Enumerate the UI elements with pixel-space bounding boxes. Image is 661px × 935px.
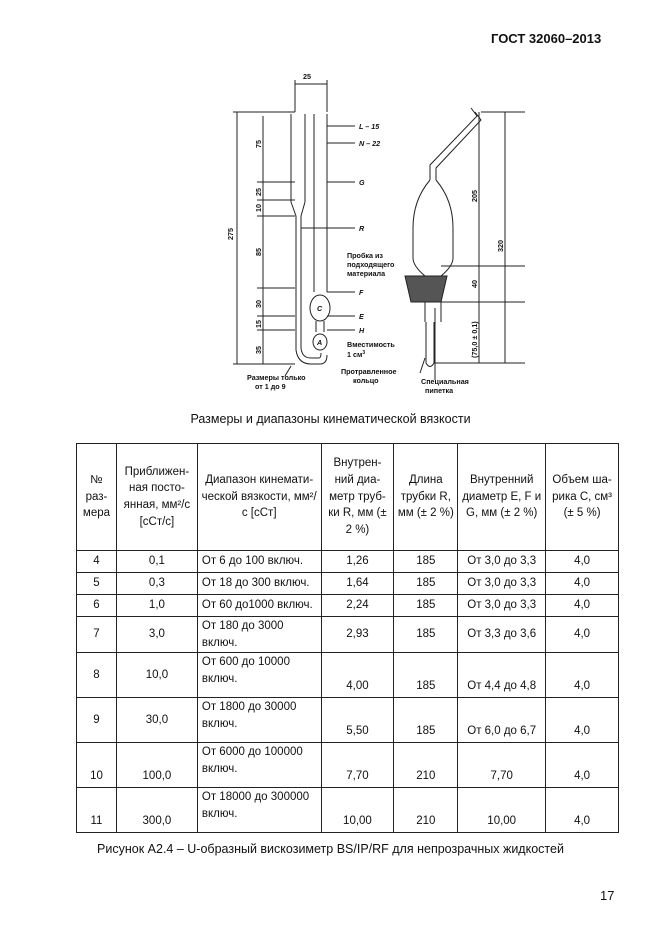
dim-15: 15 xyxy=(254,320,263,328)
note-stopper-2: подходящего xyxy=(347,260,395,269)
page-number: 17 xyxy=(600,888,615,903)
mark-C: C xyxy=(317,304,323,313)
mark-H: H xyxy=(359,326,365,335)
dim-width-top: 25 xyxy=(303,72,311,81)
cell-d-efg: От 3,0 до 3,3 xyxy=(458,595,546,617)
cell-constant: 30,0 xyxy=(116,698,197,743)
header-constant: Приближен-ная посто-янная, мм²/с [сСт/с] xyxy=(116,444,197,551)
figure-caption: Рисунок А2.4 – U-образный вискозиметр BS/IP/RF для непрозрачных жидкостей xyxy=(97,842,564,856)
mark-N: N – 22 xyxy=(359,139,381,148)
cell-no: 9 xyxy=(77,698,117,743)
dim-85: 85 xyxy=(254,248,263,256)
cell-d-r: 7,70 xyxy=(321,743,394,788)
header-range: Диапазон кинемати-ческой вязкости, мм²/с [сСт] xyxy=(197,444,321,551)
note-sizes-1: Размеры только xyxy=(247,373,306,382)
header-bulb-volume: Объем ша-рика C, см³ (± 5 %) xyxy=(546,444,619,551)
cell-volume: 4,0 xyxy=(546,617,619,653)
cell-range: От 6000 до 100000 включ. xyxy=(197,743,321,788)
table-title: Размеры и диапазоны кинематической вязкости xyxy=(190,412,471,426)
dim-320: 320 xyxy=(496,240,505,252)
header-tube-length: Длина трубки R, мм (± 2 %) xyxy=(394,444,458,551)
cell-length: 210 xyxy=(394,788,458,833)
dim-25: 25 xyxy=(254,188,263,196)
cell-constant: 10,0 xyxy=(116,653,197,698)
cell-d-r: 2,93 xyxy=(321,617,394,653)
cell-d-efg: От 6,0 до 6,7 xyxy=(458,698,546,743)
cell-length: 185 xyxy=(394,573,458,595)
cell-constant: 0,3 xyxy=(116,573,197,595)
mark-A: A xyxy=(317,338,323,347)
dim-40: 40 xyxy=(470,280,479,288)
mark-R: R xyxy=(359,224,365,233)
header-inner-diameter-efg: Внутренний диаметр E, F и G, мм (± 2 %) xyxy=(458,444,546,551)
table-row xyxy=(77,698,619,743)
cell-d-efg: От 3,3 до 3,6 xyxy=(458,617,546,653)
viscometer-drawing xyxy=(225,68,525,398)
cell-no: 7 xyxy=(77,617,117,653)
cell-range: От 18 до 300 включ. xyxy=(197,573,321,595)
header-inner-diameter-r: Внутрен-ний диа-метр труб-ки R, мм (± 2 %) xyxy=(321,444,394,551)
cell-volume: 4,0 xyxy=(546,698,619,743)
cell-volume: 4,0 xyxy=(546,595,619,617)
cell-constant: 1,0 xyxy=(116,595,197,617)
document-code: ГОСТ 32060–2013 xyxy=(491,31,602,46)
cell-constant: 3,0 xyxy=(116,617,197,653)
header-size-no: № раз-мера xyxy=(77,444,117,551)
cell-range: От 18000 до 300000 включ. xyxy=(197,788,321,833)
cell-d-efg: 7,70 xyxy=(458,743,546,788)
cell-no: 6 xyxy=(77,595,117,617)
cell-d-r: 10,00 xyxy=(321,788,394,833)
note-stopper-3: материала xyxy=(347,269,386,278)
dim-75: 75 xyxy=(254,140,263,148)
cell-range: От 600 до 10000 включ. xyxy=(197,653,321,698)
note-capacity-1: Вместимость xyxy=(347,340,395,349)
dim-205: 205 xyxy=(470,190,479,202)
cell-length: 210 xyxy=(394,743,458,788)
table-row xyxy=(77,617,619,653)
note-ring-1: Протравленное xyxy=(341,367,397,376)
cell-d-efg: От 3,0 до 3,3 xyxy=(458,573,546,595)
note-ring-2: кольцо xyxy=(353,376,379,385)
cell-constant: 100,0 xyxy=(116,743,197,788)
mark-F: F xyxy=(359,288,364,297)
cell-constant: 300,0 xyxy=(116,788,197,833)
note-pipette-1: Специальная xyxy=(421,377,469,386)
dim-total-height: 275 xyxy=(226,228,235,240)
viscometer-svg xyxy=(225,68,525,398)
cell-d-r: 1,64 xyxy=(321,573,394,595)
cell-length: 185 xyxy=(394,595,458,617)
cell-no: 4 xyxy=(77,551,117,573)
mark-G: G xyxy=(359,178,365,187)
cell-range: От 60 до1000 включ. xyxy=(197,595,321,617)
cell-d-r: 4,00 xyxy=(321,653,394,698)
cell-no: 10 xyxy=(77,743,117,788)
cell-volume: 4,0 xyxy=(546,551,619,573)
cell-no: 5 xyxy=(77,573,117,595)
table-row xyxy=(77,788,619,833)
mark-E: E xyxy=(359,312,364,321)
table-row xyxy=(77,551,619,573)
cell-d-efg: 10,00 xyxy=(458,788,546,833)
cell-range: От 180 до 3000 включ. xyxy=(197,617,321,653)
mark-L: L – 15 xyxy=(359,122,380,131)
viscometer-table xyxy=(76,443,619,833)
cell-no: 11 xyxy=(77,788,117,833)
cell-d-r: 5,50 xyxy=(321,698,394,743)
dim-30: 30 xyxy=(254,300,263,308)
table-row xyxy=(77,653,619,698)
cell-length: 185 xyxy=(394,617,458,653)
dim-10: 10 xyxy=(254,204,263,212)
table-row xyxy=(77,743,619,788)
table-row xyxy=(77,573,619,595)
cell-length: 185 xyxy=(394,653,458,698)
note-sizes-2: от 1 до 9 xyxy=(255,382,286,391)
cell-constant: 0,1 xyxy=(116,551,197,573)
cell-no: 8 xyxy=(77,653,117,698)
dim-75-tolerance: (75,0 ± 0,1) xyxy=(470,321,479,358)
note-stopper-1: Пробка из xyxy=(347,251,383,260)
note-capacity-2: 1 $см^3$ xyxy=(347,350,366,359)
table-row xyxy=(77,595,619,617)
cell-d-r: 1,26 xyxy=(321,551,394,573)
note-pipette-2: пипетка xyxy=(425,386,454,395)
stopper-shape xyxy=(405,276,447,302)
cell-volume: 4,0 xyxy=(546,573,619,595)
table-header-row xyxy=(77,444,619,551)
cell-volume: 4,0 xyxy=(546,653,619,698)
dim-35: 35 xyxy=(254,346,263,354)
cell-range: От 1800 до 30000 включ. xyxy=(197,698,321,743)
cell-d-efg: От 3,0 до 3,3 xyxy=(458,551,546,573)
cell-range: От 6 до 100 включ. xyxy=(197,551,321,573)
cell-d-r: 2,24 xyxy=(321,595,394,617)
cell-length: 185 xyxy=(394,551,458,573)
cell-volume: 4,0 xyxy=(546,743,619,788)
cell-d-efg: От 4,4 до 4,8 xyxy=(458,653,546,698)
cell-volume: 4,0 xyxy=(546,788,619,833)
cell-length: 185 xyxy=(394,698,458,743)
